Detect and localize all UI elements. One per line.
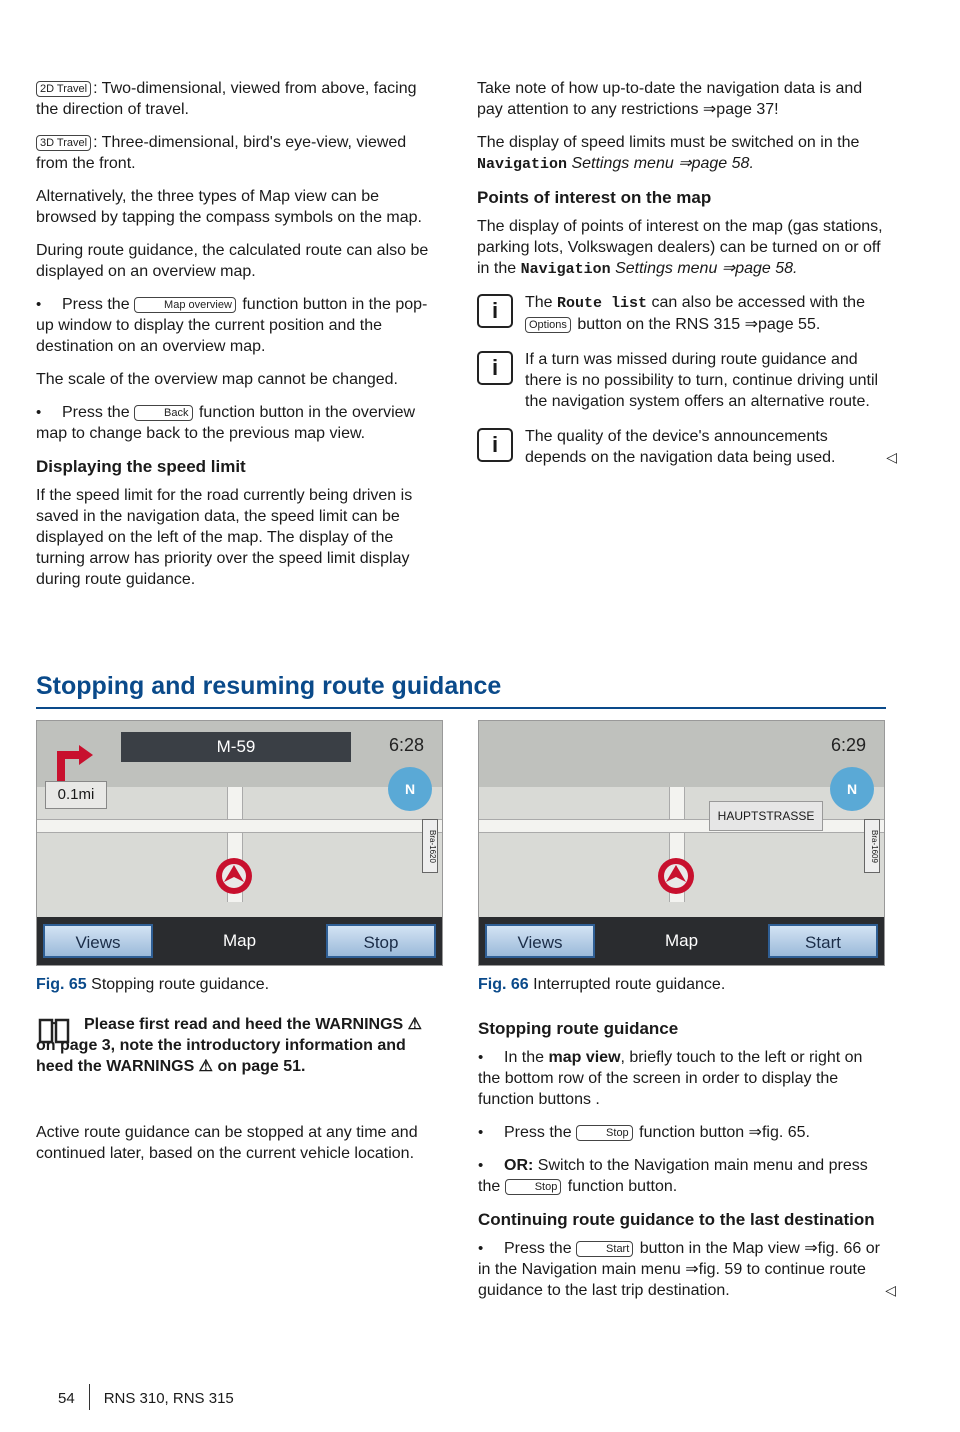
start-button[interactable]: Start (768, 924, 878, 958)
vehicle-position-icon (655, 856, 697, 896)
notice-text: Please first read and heed the WARNINGS ⚠ on page 3, note the introductory information and heed the WARNINGS ⚠ on page 51. (36, 1016, 422, 1075)
menu-name: Navigation (477, 156, 568, 173)
map-label: Map (222, 931, 257, 950)
info-note-missed-turn (477, 349, 887, 412)
clock: 6:29 (830, 735, 866, 755)
road-horizontal (37, 819, 442, 833)
info-icon: i (477, 428, 513, 462)
poi-heading: Points of interest on the map (477, 188, 712, 207)
back-bullet (36, 402, 441, 444)
bullet-text: Switch to the Navigation main menu and press the (478, 1157, 868, 1195)
footer-divider (89, 1384, 90, 1410)
section-title: Stopping and resuming route guidance (36, 672, 886, 709)
street-name: HAUPTSTRASSE (709, 801, 823, 831)
bullet-text: Press the (62, 296, 130, 313)
figure-65-caption (36, 976, 269, 994)
compass-icon[interactable]: N (388, 767, 432, 811)
bullet-text: Press the (504, 1124, 572, 1141)
menu-name: Route list (557, 295, 648, 312)
info-note-quality (477, 426, 897, 468)
info-icon: i (477, 351, 513, 385)
bullet-text: function button ⇒fig. 65. (639, 1124, 810, 1141)
bullet-text: button in the Map view ⇒fig. 66 or in the Navigation main menu ⇒fig. 59 to continue route guidance to the last trip destination. (478, 1240, 880, 1299)
info-note-route-list (477, 292, 887, 335)
figure-66-screen (478, 720, 885, 966)
options-button-label: Options (525, 317, 571, 333)
bullet-text: function button in the overview map to change back to the previous map view. (36, 404, 416, 442)
note-text: button on the RNS 315 ⇒page 55. (577, 316, 821, 333)
map-overview-bullet (36, 294, 441, 357)
stop-button[interactable]: Stop (326, 924, 436, 958)
function-bar (37, 917, 442, 965)
end-mark: ◁ (885, 1282, 896, 1298)
travel-3d-button-label: 3D Travel (36, 135, 91, 151)
bullet-text: Press the (62, 404, 130, 421)
menu-name: Navigation (520, 261, 611, 278)
figure-code: Bra-1609 (864, 819, 880, 873)
bullet-text: function button in the pop-up window to display the current position and the destination on an overview map. (36, 296, 428, 355)
speed-display-paragraph (477, 132, 887, 175)
para-text: Settings menu ⇒page 58. (571, 155, 754, 172)
clock: 6:28 (388, 735, 424, 755)
right-column (477, 78, 897, 482)
road-horizontal (479, 819, 884, 833)
read-first-notice (36, 1014, 441, 1077)
bullet-bold: OR: (504, 1157, 534, 1174)
road-name: M-59 (121, 732, 351, 762)
page-number: 54 (58, 1390, 75, 1407)
speed-limit-paragraph: If the speed limit for the road currently being driven is saved in the navigation data, the speed limit can be displayed on the left of the map. The display of the turning arrow has priority over the speed limit display during route guidance. (36, 487, 413, 588)
travel-3d-paragraph (36, 132, 441, 174)
bullet-bold: map view (548, 1049, 621, 1066)
stop-button-label: Stop (576, 1125, 633, 1141)
or-bullet (478, 1155, 886, 1197)
note-text: If a turn was missed during route guidance and there is no possibility to turn, continue driving until the navigation system offers an alternative route. (525, 351, 879, 410)
back-button-label: Back (134, 405, 192, 421)
caption-text: Stopping route guidance. (91, 976, 270, 993)
figure-65-screen (36, 720, 443, 966)
stop-button-label: Stop (505, 1179, 562, 1195)
up-to-date-paragraph: Take note of how up-to-date the navigation data is and pay attention to any restrictions ⇒page 37! (477, 80, 863, 118)
map-view-bullet (478, 1047, 886, 1110)
speed-limit-heading: Displaying the speed limit (36, 457, 246, 476)
caption-text: Interrupted route guidance. (533, 976, 726, 993)
caption-number: Fig. 66 (478, 976, 529, 993)
bullet-text: In the (504, 1049, 545, 1066)
map-label: Map (664, 931, 699, 950)
function-bar (479, 917, 884, 965)
figure-66-caption (478, 976, 725, 994)
note-text: The quality of the device's announcements depends on the navigation data being used. (525, 428, 836, 466)
para-text: Settings menu ⇒page 58. (615, 260, 798, 277)
continuing-heading: Continuing route guidance to the last destination (478, 1210, 875, 1229)
book-icon (36, 1016, 72, 1046)
compass-paragraph: Alternatively, the three types of Map view can be browsed by tapping the compass symbols on the map. (36, 188, 422, 226)
para-text: The display of points of interest on the map (gas stations, parking lots, Volkswagen dealers) can be turned on or off in the (477, 218, 883, 277)
bullet-text: , briefly touch to the left or right on the bottom row of the screen in order to display the function buttons . (478, 1049, 863, 1108)
travel-2d-paragraph (36, 78, 441, 120)
views-button[interactable]: Views (485, 924, 595, 958)
compass-icon[interactable]: N (830, 767, 874, 811)
bullet-text: function button. (567, 1178, 678, 1195)
views-button[interactable]: Views (43, 924, 153, 958)
active-guidance-paragraph: Active route guidance can be stopped at any time and continued later, based on the current vehicle location. (36, 1124, 418, 1162)
scale-paragraph: The scale of the overview map cannot be changed. (36, 371, 398, 388)
stopping-heading: Stopping route guidance (478, 1019, 679, 1038)
vehicle-position-icon (213, 856, 255, 896)
travel-3d-text: : Three-dimensional, bird's eye-view, viewed from the front. (36, 134, 407, 172)
travel-2d-button-label: 2D Travel (36, 81, 91, 97)
note-text: The (525, 294, 553, 311)
left-column (36, 78, 441, 602)
overview-paragraph: During route guidance, the calculated route can also be displayed on an overview map. (36, 242, 429, 280)
map-top-area (479, 721, 884, 787)
map-overview-button-label: Map overview (134, 297, 236, 313)
travel-2d-text: : Two-dimensional, viewed from above, facing the direction of travel. (36, 80, 417, 118)
caption-number: Fig. 65 (36, 976, 87, 993)
press-stop-bullet (478, 1122, 886, 1143)
press-start-bullet (478, 1238, 896, 1301)
figure-code: Bra-1620 (422, 819, 438, 873)
note-text: can also be accessed with the (651, 294, 865, 311)
info-icon: i (477, 294, 513, 328)
para-text: The display of speed limits must be switched on in the (477, 134, 860, 151)
page-footer (58, 1384, 234, 1410)
distance-readout: 0.1mi (45, 781, 107, 809)
poi-paragraph (477, 216, 887, 280)
end-mark: ◁ (886, 449, 897, 465)
right-lower-column (478, 1014, 896, 1313)
bullet-text: Press the (504, 1240, 572, 1257)
model-names: RNS 310, RNS 315 (103, 1390, 234, 1407)
start-button-label: Start (576, 1241, 633, 1257)
